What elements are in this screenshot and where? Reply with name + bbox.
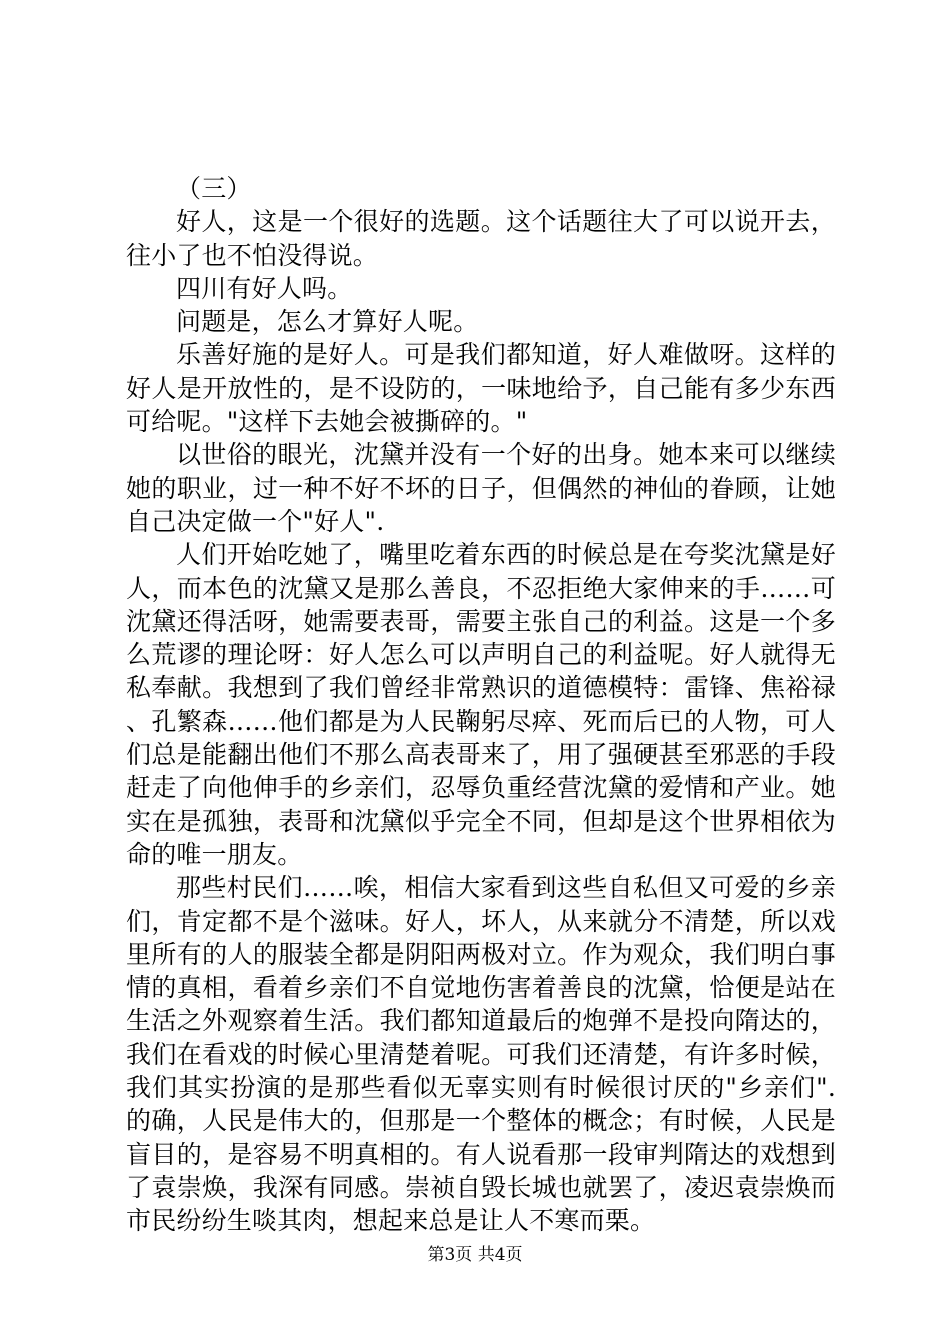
paragraph-6: 人们开始吃她了，嘴里吃着东西的时候总是在夸奖沈黛是好人，而本色的沈黛又是那么善良，不忍拒绝大家伸来的手……可沈黛还得活呀，她需要表哥，需要主张自己的利益。这是一个多么荒谬的理论呀：好人怎么可以声明自己的利益呢。好人就得无私奉献。我想到了我们曾经非常熟识的道德模特：雷锋、焦裕禄、孔繁森……他们都是为人民鞠躬尽瘁、死而后已的人物，可人们总是能翻出他们不那么高表哥来了，用了强硬甚至邪恶的手段赶走了向他伸手的乡亲们，忍辱负重经营沈黛的爱情和产业。她实在是孤独，表哥和沈黛似乎完全不同，但却是这个世界相依为命的唯一朋友。 [126,540,836,869]
paragraph-5: 以世俗的眼光，沈黛并没有一个好的出身。她本来可以继续她的职业，过一种不好不坏的日子，但偶然的神仙的眷顾，让她自己决定做一个"好人". [126,440,836,536]
page-number-footer: 第3页 共4页 [427,1245,523,1265]
document-body [126,172,836,1238]
section-heading: （三） [176,174,252,203]
paragraph-3: 问题是，怎么才算好人呢。 [176,307,479,337]
paragraph-4: 乐善好施的是好人。可是我们都知道，好人难做呀。这样的好人是开放性的，是不设防的，一味地给予，自己能有多少东西可给呢。"这样下去她会被撕碎的。" [126,340,836,437]
paragraph-1: 好人，这是一个很好的选题。这个话题往大了可以说开去，往小了也不怕没得说。 [126,207,836,270]
paragraph-2: 四川有好人吗。 [176,273,353,303]
paragraph-7: 那些村民们……唉，相信大家看到这些自私但又可爱的乡亲们，肯定都不是个滋味。好人，坏人，从来就分不清楚，所以戏里所有的人的服装全都是阴阳两极对立。作为观众，我们明白事情的真相，看着乡亲们不自觉地伤害着善良的沈黛，恰便是站在生活之外观察着生活。我们都知道最后的炮弹不是投向隋达的，我们在看戏的时候心里清楚着呢。可我们还清楚，有许多时候，我们其实扮演的是那些看似无辜实则有时候很讨厌的"乡亲们".的确，人民是伟大的，但那是一个整体的概念；有时候，人民是盲目的，是容易不明真相的。有人说看那一段审判隋达的戏想到了袁崇焕，我深有同感。崇祯自毁长城也就罢了，凌迟袁崇焕而市民纷纷生啖其肉，想起来总是让人不寒而栗。 [126,873,836,1236]
